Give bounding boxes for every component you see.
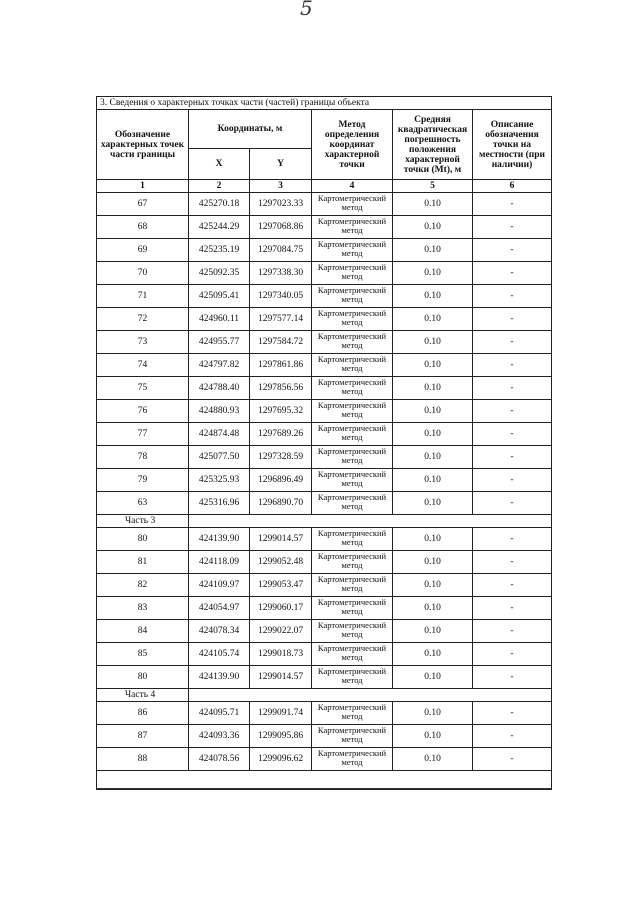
method-cell: Картометрический метод bbox=[312, 528, 393, 551]
accuracy-cell: 0.10 bbox=[393, 446, 473, 469]
y-coordinate-cell: 1299014.57 bbox=[250, 528, 312, 551]
table-row bbox=[97, 702, 552, 725]
method-cell: Картометрический метод bbox=[312, 377, 393, 400]
y-coordinate-cell: 1297861.86 bbox=[250, 354, 312, 377]
accuracy-cell: 0.10 bbox=[393, 492, 473, 515]
accuracy-cell: 0.10 bbox=[393, 193, 473, 216]
point-cell: 83 bbox=[97, 597, 189, 620]
table-row bbox=[97, 354, 552, 377]
x-coordinate-cell: 425244.29 bbox=[189, 216, 250, 239]
description-cell: - bbox=[473, 620, 552, 643]
column-number: 3 bbox=[250, 180, 312, 193]
x-coordinate-cell: 425316.96 bbox=[189, 492, 250, 515]
column-number-row bbox=[97, 180, 552, 193]
table-row bbox=[97, 666, 552, 689]
x-coordinate-cell: 424054.97 bbox=[189, 597, 250, 620]
method-cell: Картометрический метод bbox=[312, 666, 393, 689]
point-cell: 74 bbox=[97, 354, 189, 377]
part-label-spacer bbox=[189, 515, 552, 528]
accuracy-cell: 0.10 bbox=[393, 239, 473, 262]
x-coordinate-cell: 424139.90 bbox=[189, 666, 250, 689]
column-number: 2 bbox=[189, 180, 250, 193]
y-coordinate-cell: 1299052.48 bbox=[250, 551, 312, 574]
table-row bbox=[97, 400, 552, 423]
table-row bbox=[97, 492, 552, 515]
description-cell: - bbox=[473, 748, 552, 771]
x-coordinate-cell: 424955.77 bbox=[189, 331, 250, 354]
point-cell: 86 bbox=[97, 702, 189, 725]
point-cell: 78 bbox=[97, 446, 189, 469]
accuracy-cell: 0.10 bbox=[393, 308, 473, 331]
method-cell: Картометрический метод bbox=[312, 748, 393, 771]
table-row bbox=[97, 216, 552, 239]
x-coordinate-cell: 424118.09 bbox=[189, 551, 250, 574]
accuracy-cell: 0.10 bbox=[393, 574, 473, 597]
table-row bbox=[97, 193, 552, 216]
method-cell: Картометрический метод bbox=[312, 239, 393, 262]
table-end-cell bbox=[97, 771, 552, 790]
header-designation: Обозначение характерных точек части границы bbox=[97, 110, 189, 180]
header-y: Y bbox=[250, 149, 312, 180]
description-cell: - bbox=[473, 285, 552, 308]
method-cell: Картометрический метод bbox=[312, 597, 393, 620]
y-coordinate-cell: 1297068.86 bbox=[250, 216, 312, 239]
table-row bbox=[97, 620, 552, 643]
table-row bbox=[97, 551, 552, 574]
boundary-points-table bbox=[96, 96, 552, 790]
accuracy-cell: 0.10 bbox=[393, 620, 473, 643]
accuracy-cell: 0.10 bbox=[393, 528, 473, 551]
x-coordinate-cell: 424078.56 bbox=[189, 748, 250, 771]
method-cell: Картометрический метод bbox=[312, 216, 393, 239]
part-label: Часть 4 bbox=[97, 689, 189, 702]
point-cell: 87 bbox=[97, 725, 189, 748]
part-label: Часть 3 bbox=[97, 515, 189, 528]
description-cell: - bbox=[473, 331, 552, 354]
method-cell: Картометрический метод bbox=[312, 262, 393, 285]
table-row bbox=[97, 239, 552, 262]
point-cell: 63 bbox=[97, 492, 189, 515]
x-coordinate-cell: 424960.11 bbox=[189, 308, 250, 331]
y-coordinate-cell: 1299095.86 bbox=[250, 725, 312, 748]
accuracy-cell: 0.10 bbox=[393, 469, 473, 492]
method-cell: Картометрический метод bbox=[312, 308, 393, 331]
description-cell: - bbox=[473, 193, 552, 216]
y-coordinate-cell: 1296890.70 bbox=[250, 492, 312, 515]
x-coordinate-cell: 425270.18 bbox=[189, 193, 250, 216]
description-cell: - bbox=[473, 597, 552, 620]
method-cell: Картометрический метод bbox=[312, 643, 393, 666]
table-body bbox=[97, 193, 552, 790]
method-cell: Картометрический метод bbox=[312, 725, 393, 748]
table-row bbox=[97, 597, 552, 620]
description-cell: - bbox=[473, 551, 552, 574]
x-coordinate-cell: 424797.82 bbox=[189, 354, 250, 377]
description-cell: - bbox=[473, 239, 552, 262]
description-cell: - bbox=[473, 216, 552, 239]
accuracy-cell: 0.10 bbox=[393, 702, 473, 725]
x-coordinate-cell: 425092.35 bbox=[189, 262, 250, 285]
y-coordinate-cell: 1299096.62 bbox=[250, 748, 312, 771]
description-cell: - bbox=[473, 423, 552, 446]
table-row bbox=[97, 643, 552, 666]
point-cell: 70 bbox=[97, 262, 189, 285]
point-cell: 69 bbox=[97, 239, 189, 262]
accuracy-cell: 0.10 bbox=[393, 377, 473, 400]
method-cell: Картометрический метод bbox=[312, 354, 393, 377]
x-coordinate-cell: 424109.97 bbox=[189, 574, 250, 597]
description-cell: - bbox=[473, 377, 552, 400]
x-coordinate-cell: 424874.48 bbox=[189, 423, 250, 446]
x-coordinate-cell: 424093.36 bbox=[189, 725, 250, 748]
description-cell: - bbox=[473, 643, 552, 666]
x-coordinate-cell: 424078.34 bbox=[189, 620, 250, 643]
point-cell: 75 bbox=[97, 377, 189, 400]
table-row bbox=[97, 423, 552, 446]
y-coordinate-cell: 1299018.73 bbox=[250, 643, 312, 666]
part-label-row bbox=[97, 515, 552, 528]
header-coordinates: Координаты, м bbox=[189, 110, 312, 149]
y-coordinate-cell: 1297328.59 bbox=[250, 446, 312, 469]
x-coordinate-cell: 424139.90 bbox=[189, 528, 250, 551]
point-cell: 73 bbox=[97, 331, 189, 354]
description-cell: - bbox=[473, 666, 552, 689]
column-number: 1 bbox=[97, 180, 189, 193]
method-cell: Картометрический метод bbox=[312, 331, 393, 354]
accuracy-cell: 0.10 bbox=[393, 400, 473, 423]
header-accuracy: Средняя квадратическая погрешность положения характерной точки (Mt), м bbox=[393, 110, 473, 180]
y-coordinate-cell: 1299053.47 bbox=[250, 574, 312, 597]
point-cell: 80 bbox=[97, 528, 189, 551]
y-coordinate-cell: 1299022.07 bbox=[250, 620, 312, 643]
table-row bbox=[97, 262, 552, 285]
point-cell: 72 bbox=[97, 308, 189, 331]
x-coordinate-cell: 424880.93 bbox=[189, 400, 250, 423]
method-cell: Картометрический метод bbox=[312, 400, 393, 423]
description-cell: - bbox=[473, 528, 552, 551]
description-cell: - bbox=[473, 725, 552, 748]
point-cell: 80 bbox=[97, 666, 189, 689]
description-cell: - bbox=[473, 262, 552, 285]
accuracy-cell: 0.10 bbox=[393, 216, 473, 239]
y-coordinate-cell: 1296896.49 bbox=[250, 469, 312, 492]
description-cell: - bbox=[473, 354, 552, 377]
method-cell: Картометрический метод bbox=[312, 285, 393, 308]
x-coordinate-cell: 424105.74 bbox=[189, 643, 250, 666]
y-coordinate-cell: 1299060.17 bbox=[250, 597, 312, 620]
method-cell: Картометрический метод bbox=[312, 469, 393, 492]
part-label-spacer bbox=[189, 689, 552, 702]
table-row bbox=[97, 574, 552, 597]
part-label-row bbox=[97, 689, 552, 702]
y-coordinate-cell: 1299014.57 bbox=[250, 666, 312, 689]
point-cell: 71 bbox=[97, 285, 189, 308]
table-row bbox=[97, 331, 552, 354]
y-coordinate-cell: 1297338.30 bbox=[250, 262, 312, 285]
table-row bbox=[97, 377, 552, 400]
y-coordinate-cell: 1297577.14 bbox=[250, 308, 312, 331]
point-cell: 68 bbox=[97, 216, 189, 239]
y-coordinate-cell: 1297084.75 bbox=[250, 239, 312, 262]
y-coordinate-cell: 1297340.05 bbox=[250, 285, 312, 308]
page-number-mark: 5 bbox=[300, 0, 313, 20]
bottom-divider bbox=[96, 788, 551, 789]
method-cell: Картометрический метод bbox=[312, 574, 393, 597]
point-cell: 76 bbox=[97, 400, 189, 423]
table-row bbox=[97, 308, 552, 331]
table-row bbox=[97, 725, 552, 748]
description-cell: - bbox=[473, 446, 552, 469]
table-row bbox=[97, 748, 552, 771]
accuracy-cell: 0.10 bbox=[393, 748, 473, 771]
x-coordinate-cell: 424095.71 bbox=[189, 702, 250, 725]
table-end-row bbox=[97, 771, 552, 790]
x-coordinate-cell: 425235.19 bbox=[189, 239, 250, 262]
x-coordinate-cell: 425077.50 bbox=[189, 446, 250, 469]
point-cell: 79 bbox=[97, 469, 189, 492]
point-cell: 85 bbox=[97, 643, 189, 666]
table-row bbox=[97, 285, 552, 308]
header-method: Метод определения координат характерной точки bbox=[312, 110, 393, 180]
table-row bbox=[97, 446, 552, 469]
y-coordinate-cell: 1297584.72 bbox=[250, 331, 312, 354]
accuracy-cell: 0.10 bbox=[393, 423, 473, 446]
y-coordinate-cell: 1297689.26 bbox=[250, 423, 312, 446]
header-description: Описание обозначения точки на местности (при наличии) bbox=[473, 110, 552, 180]
accuracy-cell: 0.10 bbox=[393, 597, 473, 620]
point-cell: 84 bbox=[97, 620, 189, 643]
x-coordinate-cell: 425095.41 bbox=[189, 285, 250, 308]
accuracy-cell: 0.10 bbox=[393, 354, 473, 377]
description-cell: - bbox=[473, 400, 552, 423]
point-cell: 82 bbox=[97, 574, 189, 597]
description-cell: - bbox=[473, 308, 552, 331]
y-coordinate-cell: 1297023.33 bbox=[250, 193, 312, 216]
header-x: X bbox=[189, 149, 250, 180]
accuracy-cell: 0.10 bbox=[393, 551, 473, 574]
table-row bbox=[97, 469, 552, 492]
point-cell: 67 bbox=[97, 193, 189, 216]
description-cell: - bbox=[473, 492, 552, 515]
method-cell: Картометрический метод bbox=[312, 423, 393, 446]
description-cell: - bbox=[473, 702, 552, 725]
accuracy-cell: 0.10 bbox=[393, 725, 473, 748]
y-coordinate-cell: 1297695.32 bbox=[250, 400, 312, 423]
accuracy-cell: 0.10 bbox=[393, 331, 473, 354]
accuracy-cell: 0.10 bbox=[393, 262, 473, 285]
method-cell: Картометрический метод bbox=[312, 620, 393, 643]
description-cell: - bbox=[473, 574, 552, 597]
x-coordinate-cell: 425325.93 bbox=[189, 469, 250, 492]
y-coordinate-cell: 1297856.56 bbox=[250, 377, 312, 400]
method-cell: Картометрический метод bbox=[312, 551, 393, 574]
accuracy-cell: 0.10 bbox=[393, 643, 473, 666]
accuracy-cell: 0.10 bbox=[393, 666, 473, 689]
point-cell: 77 bbox=[97, 423, 189, 446]
method-cell: Картометрический метод bbox=[312, 702, 393, 725]
x-coordinate-cell: 424788.40 bbox=[189, 377, 250, 400]
method-cell: Картометрический метод bbox=[312, 446, 393, 469]
accuracy-cell: 0.10 bbox=[393, 285, 473, 308]
y-coordinate-cell: 1299091.74 bbox=[250, 702, 312, 725]
method-cell: Картометрический метод bbox=[312, 193, 393, 216]
column-number: 4 bbox=[312, 180, 393, 193]
column-number: 6 bbox=[473, 180, 552, 193]
description-cell: - bbox=[473, 469, 552, 492]
section-title: 3. Сведения о характерных точках части (частей) границы объекта bbox=[97, 97, 552, 110]
point-cell: 88 bbox=[97, 748, 189, 771]
table-row bbox=[97, 528, 552, 551]
column-number: 5 bbox=[393, 180, 473, 193]
point-cell: 81 bbox=[97, 551, 189, 574]
method-cell: Картометрический метод bbox=[312, 492, 393, 515]
